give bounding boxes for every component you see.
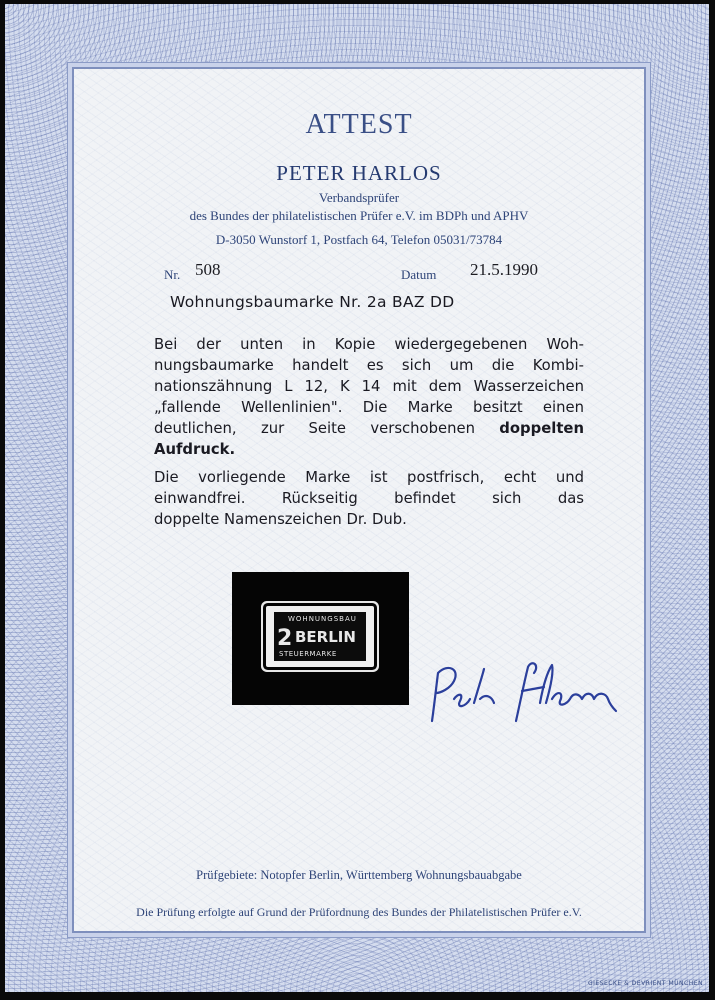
stamp-city: BERLIN xyxy=(295,628,356,646)
exam-areas: Prüfgebiete: Notopfer Berlin, Württemberg Wohnungsbauabgabe xyxy=(196,868,522,882)
stamp-photo xyxy=(232,572,409,705)
stamp-subject: Wohnungsbaumarke Nr. 2a BAZ DD xyxy=(170,293,455,311)
condition-line: einwandfrei. Rückseitig befindet sich das xyxy=(154,490,584,507)
stamp-top-text: WOHNUNGSBAU xyxy=(288,615,357,623)
stamp-value: 2 xyxy=(277,626,293,651)
bold-emphasis: doppelten xyxy=(499,420,584,437)
condition-line: Die vorliegende Marke ist postfrisch, echt und xyxy=(154,469,584,486)
description-line xyxy=(154,418,584,439)
printer-imprint: GIESECKE & DEVRIENT MÜNCHEN xyxy=(587,980,703,987)
condition-line: doppelte Namenszeichen Dr. Dub. xyxy=(154,511,407,528)
address-line: D-3050 Wunstorf 1, Postfach 64, Telefon 05031/73784 xyxy=(215,232,503,247)
number-label: Nr. xyxy=(164,267,181,282)
date-label: Datum xyxy=(401,267,437,282)
description-line: Aufdruck. xyxy=(154,441,236,458)
certificate-number: 508 xyxy=(195,260,221,279)
certificate-frame xyxy=(72,67,646,933)
examiner-role: Verbandsprüfer xyxy=(318,190,400,205)
examiner-name: PETER HARLOS xyxy=(276,161,442,185)
stamp-bottom-text: STEUERMARKE xyxy=(279,650,337,658)
description-line: nationszähnung L 12, K 14 mit dem Wasserzeichen xyxy=(154,378,584,395)
stamp-image xyxy=(266,606,374,667)
description-line: „fallende Wellenlinien". Die Marke besitzt einen xyxy=(154,399,584,416)
description-line: nungsbaumarke handelt es sich um die Kombi- xyxy=(154,357,584,374)
handwritten-signature xyxy=(424,659,624,729)
certificate-sheet xyxy=(5,4,709,992)
stamp-design xyxy=(274,612,366,661)
association-line: des Bundes der philatelistischen Prüfer e.V. im BDPh und APHV xyxy=(189,208,529,223)
description-text: deutlichen, zur Seite verschobenen xyxy=(154,420,500,437)
certificate-date: 21.5.1990 xyxy=(470,260,538,279)
condition-paragraph xyxy=(154,467,584,530)
certificate-title: ATTEST xyxy=(305,109,413,140)
description-line: Bei der unten in Kopie wiedergegebenen Woh- xyxy=(154,336,584,353)
exam-rules: Die Prüfung erfolgte auf Grund der Prüfordnung des Bundes der Philatelistischen Prüfer e.V. xyxy=(136,905,582,919)
description-paragraph xyxy=(154,334,584,460)
